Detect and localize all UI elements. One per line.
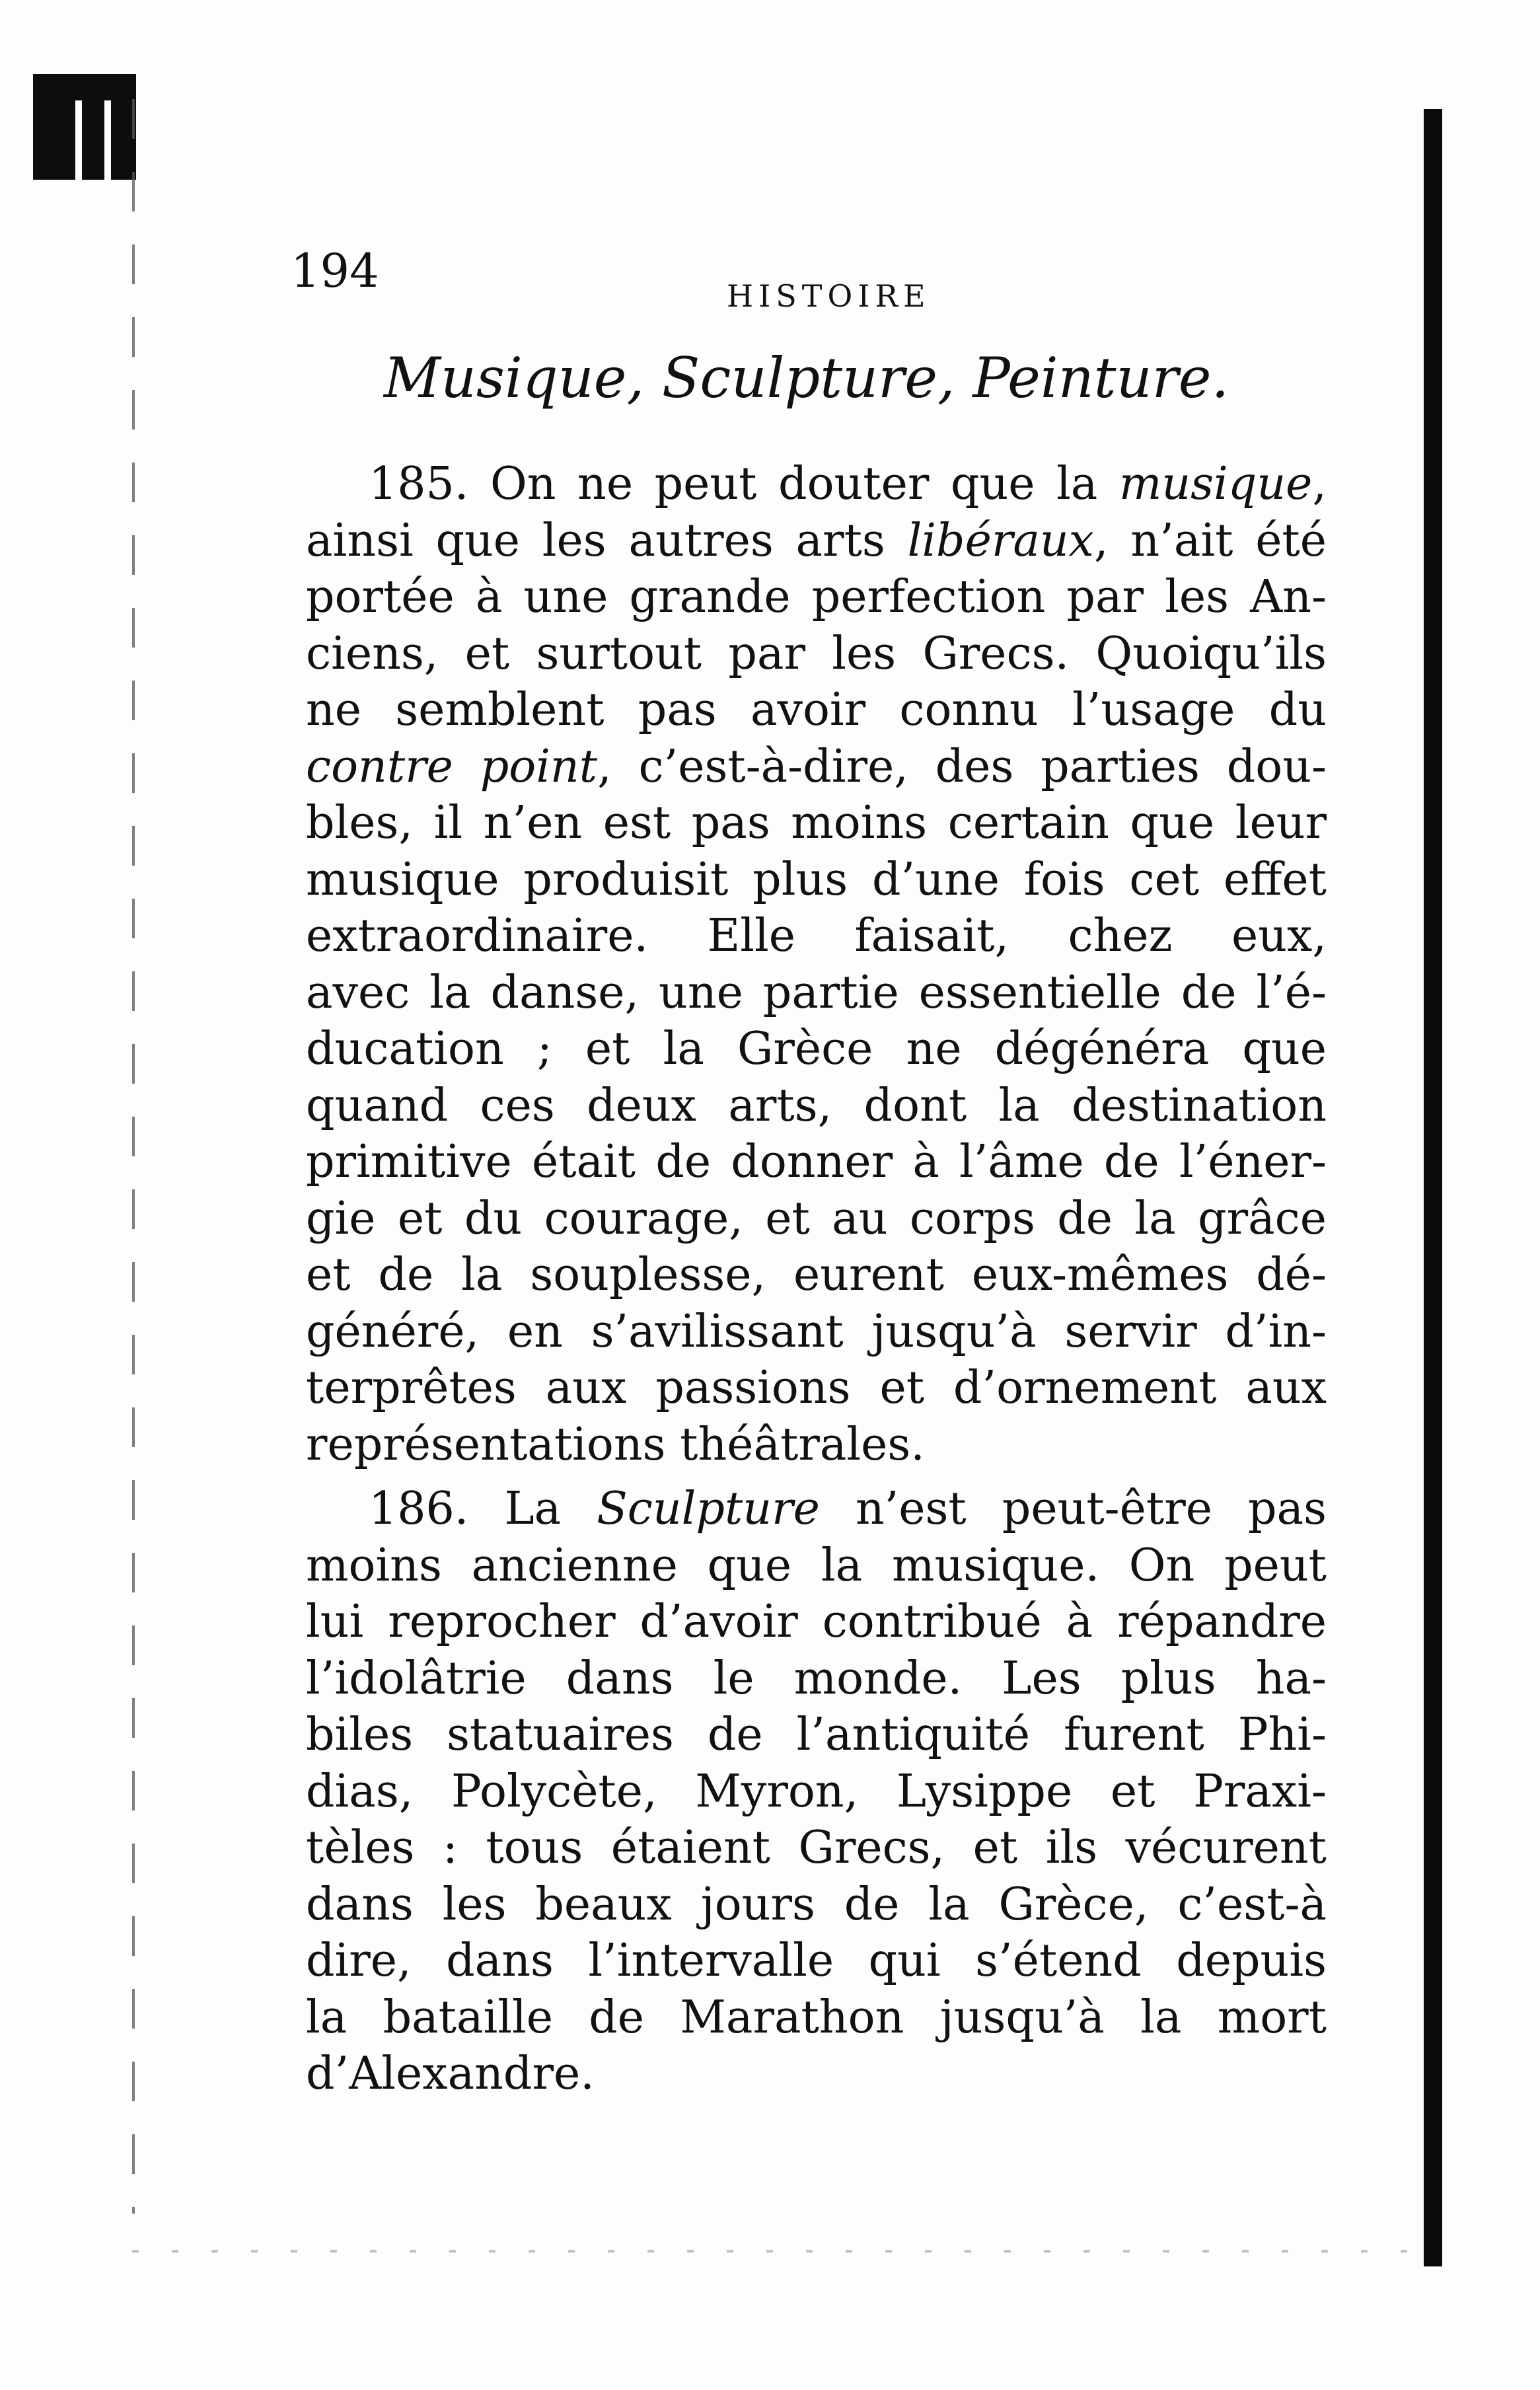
text-segment: primitive était de donner à l’âme de l’éner- [306, 1136, 1327, 1188]
text-segment: quand ces deux arts, dont la destination [306, 1079, 1327, 1132]
text-line [306, 1538, 1327, 1594]
italic-text: musique [1118, 458, 1313, 510]
scan-right-edge-bar [1424, 109, 1442, 2266]
text-segment: , c’est-à-dire, des parties dou- [597, 740, 1327, 793]
text-segment: extraordinaire. Elle faisait, chez eux, [306, 910, 1327, 962]
text-line [306, 1134, 1327, 1191]
text-segment: terprêtes aux passions et d’ornement aux [306, 1362, 1327, 1414]
text-segment: biles statuaires de l’antiquité furent Phi- [306, 1709, 1327, 1761]
text-line [306, 1304, 1327, 1361]
text-line [306, 1247, 1327, 1304]
text-segment: 186. La [369, 1483, 597, 1535]
text-line [306, 1707, 1327, 1764]
text-segment: dans les beaux jours de la Grèce, c’est-à [306, 1878, 1327, 1931]
text-line [306, 2046, 1327, 2103]
text-line [306, 1417, 1327, 1474]
text-segment: bles, il n’en est pas moins certain que leur [306, 797, 1327, 849]
italic-text: Sculpture [597, 1483, 820, 1535]
text-line [306, 1877, 1327, 1933]
text-line [306, 795, 1327, 852]
text-line [306, 626, 1327, 683]
text-segment: l’idolâtrie dans le monde. Les plus ha- [306, 1652, 1327, 1705]
text-segment: dias, Polycète, Myron, Lysippe et Praxi- [306, 1765, 1327, 1818]
text-line [306, 1078, 1327, 1135]
text-line [306, 965, 1327, 1022]
text-line [306, 1481, 1327, 1538]
text-line [306, 908, 1327, 965]
text-segment: , [1312, 458, 1327, 510]
text-segment: lui reprocher d’avoir contribué à répandre [306, 1596, 1327, 1648]
text-line [306, 1594, 1327, 1651]
text-segment: musique produisit plus d’une fois cet effet [306, 853, 1327, 906]
text-line [306, 739, 1327, 796]
text-line [306, 513, 1327, 570]
text-segment: portée à une grande perfection par les An- [306, 571, 1327, 623]
text-segment: moins ancienne que la musique. On peut [306, 1539, 1327, 1592]
text-segment: n’est peut-être pas [819, 1483, 1327, 1535]
text-line [306, 852, 1327, 909]
section-title: Musique, Sculpture, Peinture. [383, 346, 1229, 410]
text-line [306, 1764, 1327, 1820]
text-line [306, 1990, 1327, 2046]
text-segment: ciens, et surtout par les Grecs. Quoiqu’ils [306, 627, 1327, 680]
text-line [306, 1651, 1327, 1707]
text-segment: ducation ; et la Grèce ne dégénéra que [306, 1023, 1327, 1075]
page-number: 194 [291, 244, 379, 298]
text-line [306, 1933, 1327, 1990]
scan-left-margin-line [132, 99, 135, 2214]
text-line [306, 1191, 1327, 1248]
italic-text: libéraux [907, 514, 1095, 567]
text-segment: dire, dans l’intervalle qui s’étend depuis [306, 1935, 1327, 1987]
text-segment: , n’ait été [1094, 514, 1327, 567]
text-segment: 185. On ne peut douter que la [369, 458, 1119, 510]
scan-bottom-noise [132, 2250, 1420, 2253]
text-line [306, 1360, 1327, 1417]
running-title: HISTOIRE [727, 278, 931, 314]
text-segment: et de la souplesse, eurent eux-mêmes dé- [306, 1249, 1327, 1301]
text-segment: représentations théâtrales. [306, 1418, 925, 1471]
text-segment: la bataille de Marathon jusqu’à la mort [306, 1991, 1327, 2044]
text-segment: gie et du courage, et au corps de la grâce [306, 1192, 1327, 1245]
text-segment: d’Alexandre. [306, 2048, 595, 2100]
text-line [306, 682, 1327, 739]
text-segment: ne semblent pas avoir connu l’usage du [306, 684, 1327, 736]
text-line [306, 456, 1327, 513]
text-segment: tèles : tous étaient Grecs, et ils vécurent [306, 1822, 1327, 1874]
text-line [306, 569, 1327, 626]
text-line [306, 1820, 1327, 1877]
text-segment: avec la danse, une partie essentielle de l’é- [306, 966, 1327, 1019]
body-text [306, 456, 1327, 2103]
italic-text: contre point [306, 740, 598, 793]
scan-edge-artifact [33, 74, 136, 180]
text-line [306, 1021, 1327, 1078]
text-segment: ainsi que les autres arts [306, 514, 908, 567]
text-segment: généré, en s’avilissant jusqu’à servir d’in- [306, 1305, 1327, 1358]
